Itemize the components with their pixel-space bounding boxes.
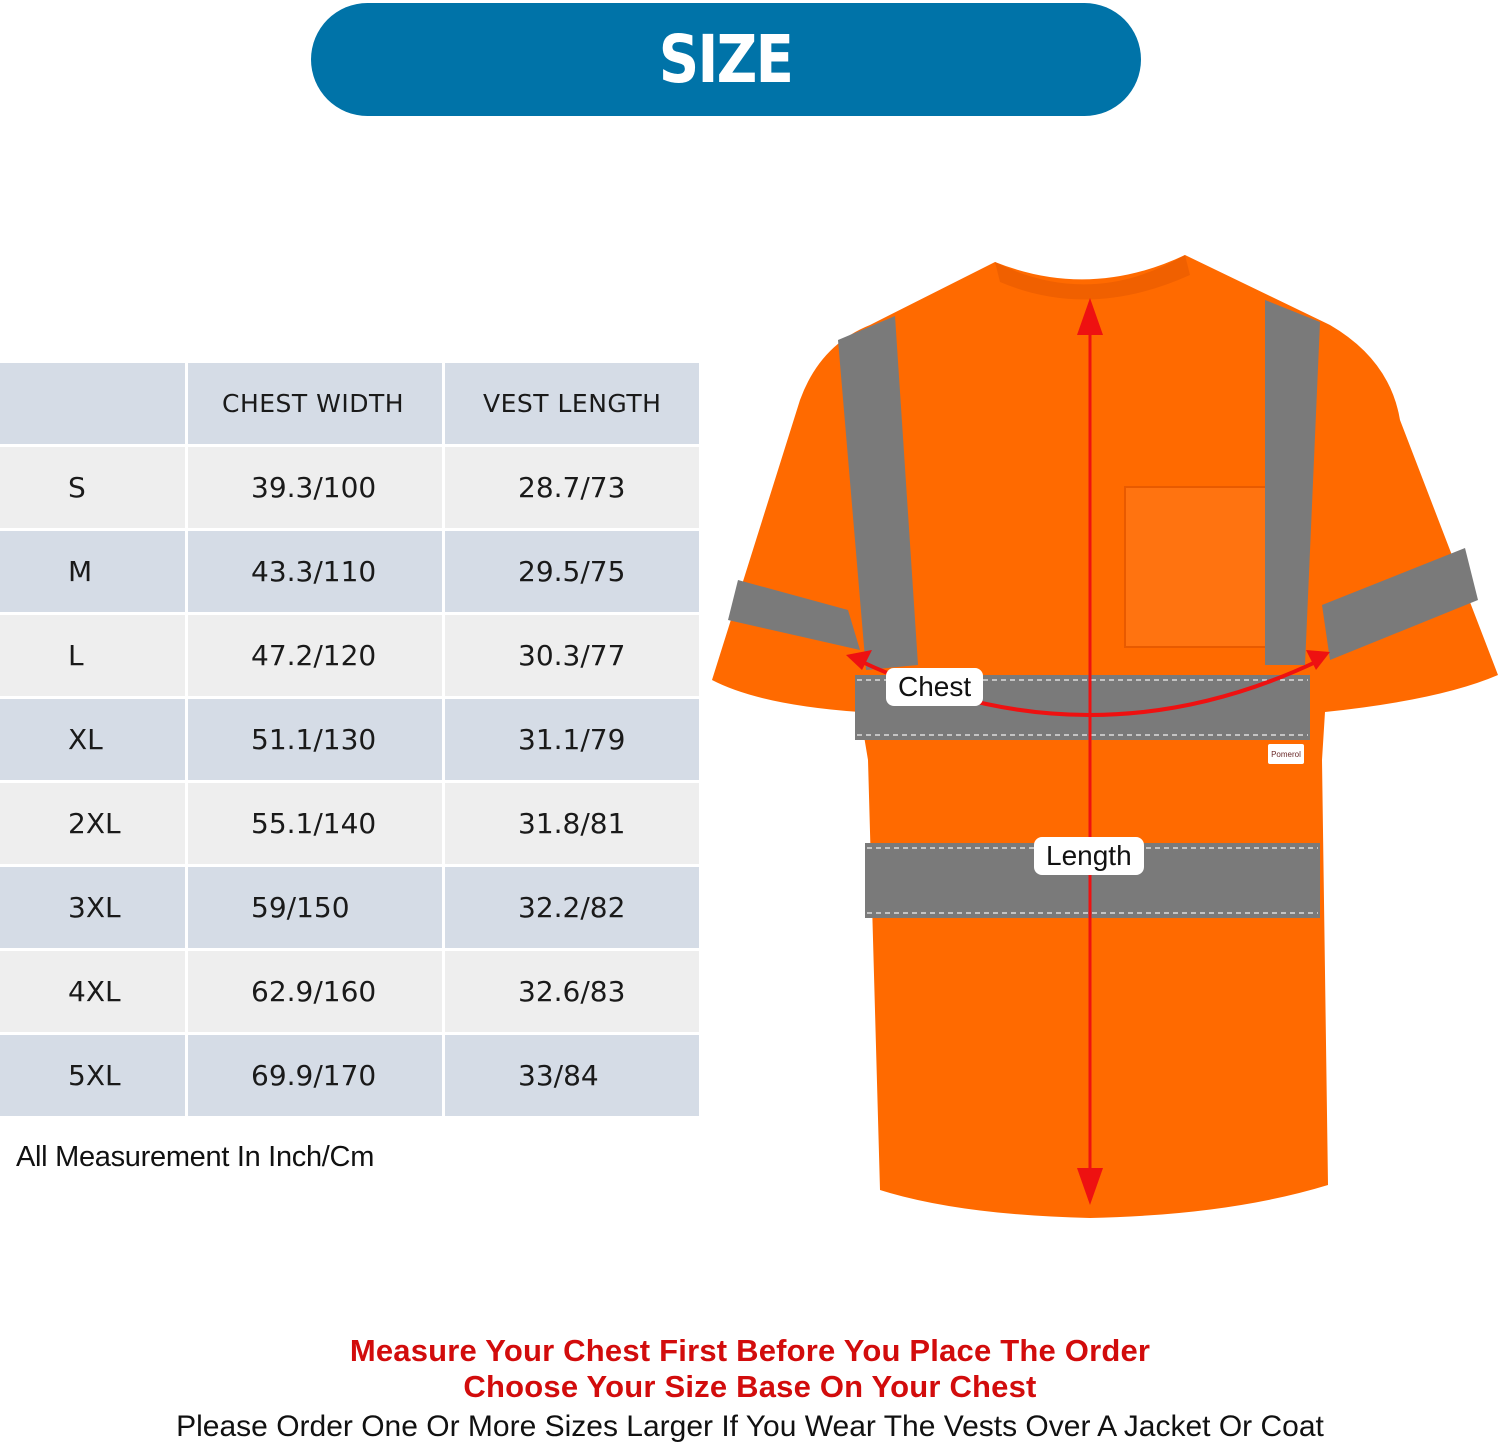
- measurement-unit-note: All Measurement In Inch/Cm: [16, 1141, 375, 1173]
- table-row: [0, 615, 699, 696]
- length-cell: 28.7/73: [445, 447, 699, 528]
- size-banner: [311, 3, 1141, 116]
- table-row: [0, 867, 699, 948]
- length-cell: 31.8/81: [445, 783, 699, 864]
- table-row: [0, 951, 699, 1032]
- chest-cell: 59/150: [188, 867, 442, 948]
- size-cell: 5XL: [0, 1035, 185, 1116]
- chest-cell: 47.2/120: [188, 615, 442, 696]
- header-vest-length: VEST LENGTH: [445, 363, 699, 444]
- length-cell: 32.2/82: [445, 867, 699, 948]
- table-row: [0, 699, 699, 780]
- table-row: [0, 1035, 699, 1116]
- chest-cell: 43.3/110: [188, 531, 442, 612]
- chest-cell: 62.9/160: [188, 951, 442, 1032]
- header-size: [0, 363, 185, 444]
- length-cell: 30.3/77: [445, 615, 699, 696]
- length-measure-label: Length: [1034, 837, 1144, 875]
- instruction-measure-chest: Measure Your Chest First Before You Place The Order: [349, 1333, 1151, 1368]
- instruction-order-larger: Please Order One Or More Sizes Larger If You Wear The Vests Over A Jacket Or Coat: [176, 1410, 1324, 1443]
- size-cell: M: [0, 531, 185, 612]
- size-cell: S: [0, 447, 185, 528]
- chest-cell: 55.1/140: [188, 783, 442, 864]
- table-row: [0, 783, 699, 864]
- chest-measure-label: Chest: [886, 668, 983, 706]
- brand-tag: Pomerol: [1268, 744, 1304, 764]
- size-cell: 2XL: [0, 783, 185, 864]
- size-chart-table: [0, 360, 702, 1119]
- chest-cell: 51.1/130: [188, 699, 442, 780]
- length-cell: 33/84: [445, 1035, 699, 1116]
- length-cell: 31.1/79: [445, 699, 699, 780]
- size-cell: 4XL: [0, 951, 185, 1032]
- chest-cell: 69.9/170: [188, 1035, 442, 1116]
- instruction-choose-size: Choose Your Size Base On Your Chest: [463, 1369, 1037, 1404]
- length-cell: 32.6/83: [445, 951, 699, 1032]
- table-row: [0, 447, 699, 528]
- size-cell: XL: [0, 699, 185, 780]
- banner-title: SIZE: [659, 21, 793, 98]
- length-cell: 29.5/75: [445, 531, 699, 612]
- size-cell: 3XL: [0, 867, 185, 948]
- table-row: [0, 531, 699, 612]
- safety-shirt-illustration: [700, 245, 1500, 1225]
- chest-cell: 39.3/100: [188, 447, 442, 528]
- header-chest-width: CHEST WIDTH: [188, 363, 442, 444]
- table-header-row: [0, 363, 699, 444]
- size-cell: L: [0, 615, 185, 696]
